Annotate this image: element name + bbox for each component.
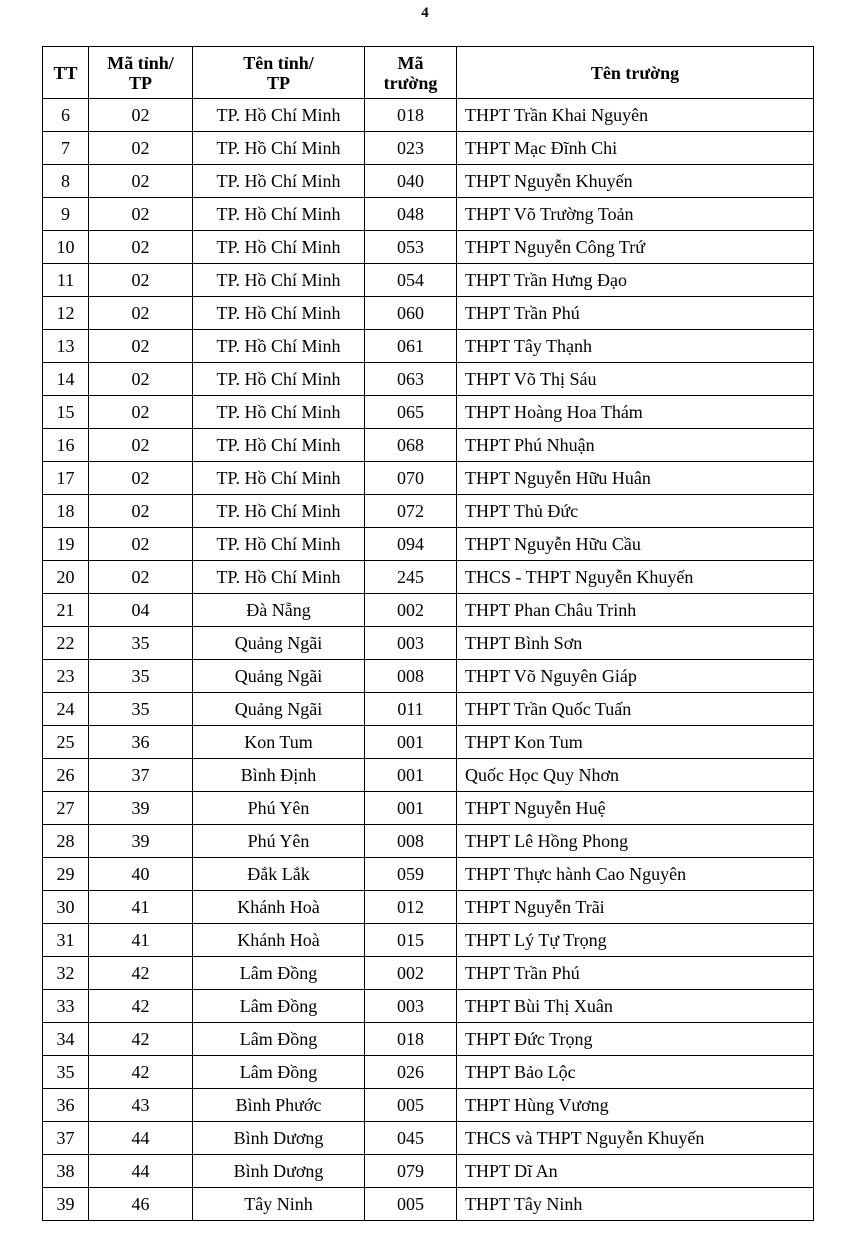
cell-school-name: THPT Tây Ninh: [457, 1188, 814, 1221]
cell-tt: 10: [43, 231, 89, 264]
cell-school-name: THPT Phú Nhuận: [457, 429, 814, 462]
header-province-name: [193, 47, 365, 99]
cell-province-code: 40: [89, 858, 193, 891]
cell-school-name: THPT Võ Nguyên Giáp: [457, 660, 814, 693]
table-row: [43, 330, 814, 363]
table-row: [43, 1155, 814, 1188]
cell-province-code: 02: [89, 165, 193, 198]
cell-province-name: Lâm Đồng: [193, 1056, 365, 1089]
header-province-code: [89, 47, 193, 99]
cell-school-code: 065: [365, 396, 457, 429]
cell-province-name: TP. Hồ Chí Minh: [193, 330, 365, 363]
cell-tt: 11: [43, 264, 89, 297]
page-number: 4: [421, 5, 429, 21]
cell-province-name: TP. Hồ Chí Minh: [193, 528, 365, 561]
table-row: [43, 264, 814, 297]
cell-province-name: TP. Hồ Chí Minh: [193, 495, 365, 528]
table-row: [43, 1188, 814, 1221]
cell-province-name: TP. Hồ Chí Minh: [193, 132, 365, 165]
cell-school-code: 002: [365, 957, 457, 990]
cell-tt: 17: [43, 462, 89, 495]
cell-province-code: 42: [89, 990, 193, 1023]
cell-province-name: Bình Định: [193, 759, 365, 792]
cell-tt: 34: [43, 1023, 89, 1056]
cell-province-name: Phú Yên: [193, 825, 365, 858]
table-body: [43, 99, 814, 1221]
cell-province-name: TP. Hồ Chí Minh: [193, 396, 365, 429]
table-row: [43, 726, 814, 759]
header-tt-line: TT: [53, 62, 78, 83]
cell-school-name: THPT Nguyễn Trãi: [457, 891, 814, 924]
cell-province-name: Đà Nẵng: [193, 594, 365, 627]
cell-tt: 15: [43, 396, 89, 429]
cell-school-code: 068: [365, 429, 457, 462]
cell-province-name: Quảng Ngãi: [193, 660, 365, 693]
cell-school-code: 011: [365, 693, 457, 726]
header-school-name: [457, 47, 814, 99]
cell-school-code: 008: [365, 660, 457, 693]
cell-school-name: THPT Mạc Đĩnh Chi: [457, 132, 814, 165]
cell-school-name: THPT Bùi Thị Xuân: [457, 990, 814, 1023]
cell-tt: 36: [43, 1089, 89, 1122]
cell-tt: 28: [43, 825, 89, 858]
cell-province-code: 35: [89, 660, 193, 693]
cell-province-name: Kon Tum: [193, 726, 365, 759]
cell-province-code: 35: [89, 627, 193, 660]
header-province-code-line-2: TP: [128, 72, 152, 93]
cell-school-code: 018: [365, 99, 457, 132]
cell-school-code: 001: [365, 726, 457, 759]
cell-school-code: 072: [365, 495, 457, 528]
cell-province-name: Lâm Đồng: [193, 957, 365, 990]
table-row: [43, 594, 814, 627]
table-row: [43, 891, 814, 924]
cell-school-name: THPT Nguyễn Hữu Cầu: [457, 528, 814, 561]
cell-province-code: 02: [89, 363, 193, 396]
cell-school-name: THPT Trần Hưng Đạo: [457, 264, 814, 297]
table-row: [43, 693, 814, 726]
cell-school-code: 026: [365, 1056, 457, 1089]
cell-school-name: THPT Nguyễn Công Trứ: [457, 231, 814, 264]
cell-province-name: Khánh Hoà: [193, 924, 365, 957]
cell-tt: 24: [43, 693, 89, 726]
table-row: [43, 660, 814, 693]
cell-school-name: THPT Võ Thị Sáu: [457, 363, 814, 396]
cell-province-code: 02: [89, 231, 193, 264]
header-province-name-line-1: Tên tỉnh/: [243, 52, 314, 73]
cell-school-name: THPT Thủ Đức: [457, 495, 814, 528]
cell-tt: 38: [43, 1155, 89, 1188]
cell-province-name: Bình Dương: [193, 1122, 365, 1155]
table-row: [43, 132, 814, 165]
cell-province-code: 41: [89, 924, 193, 957]
schools-table: [42, 46, 814, 1221]
cell-school-name: THPT Phan Châu Trinh: [457, 594, 814, 627]
cell-province-code: 39: [89, 825, 193, 858]
cell-province-name: TP. Hồ Chí Minh: [193, 561, 365, 594]
table-row: [43, 396, 814, 429]
cell-school-name: THPT Lê Hồng Phong: [457, 825, 814, 858]
cell-province-code: 02: [89, 429, 193, 462]
cell-province-name: TP. Hồ Chí Minh: [193, 429, 365, 462]
cell-school-code: 040: [365, 165, 457, 198]
cell-tt: 30: [43, 891, 89, 924]
table-row: [43, 825, 814, 858]
header-province-name-line-2: TP: [266, 72, 290, 93]
table-row: [43, 363, 814, 396]
table-row: [43, 495, 814, 528]
cell-province-name: Quảng Ngãi: [193, 693, 365, 726]
table-row: [43, 627, 814, 660]
cell-school-name: THPT Thực hành Cao Nguyên: [457, 858, 814, 891]
cell-school-code: 048: [365, 198, 457, 231]
cell-province-code: 02: [89, 330, 193, 363]
cell-tt: 8: [43, 165, 89, 198]
cell-province-name: Bình Phước: [193, 1089, 365, 1122]
cell-province-code: 04: [89, 594, 193, 627]
cell-school-name: THPT Trần Phú: [457, 297, 814, 330]
cell-province-name: Đắk Lắk: [193, 858, 365, 891]
cell-school-code: 005: [365, 1188, 457, 1221]
cell-tt: 21: [43, 594, 89, 627]
cell-province-name: Phú Yên: [193, 792, 365, 825]
cell-school-name: THPT Đức Trọng: [457, 1023, 814, 1056]
cell-province-name: Lâm Đồng: [193, 990, 365, 1023]
cell-province-name: TP. Hồ Chí Minh: [193, 99, 365, 132]
cell-tt: 37: [43, 1122, 89, 1155]
table-row: [43, 792, 814, 825]
table-row: [43, 957, 814, 990]
header-school-code: [365, 47, 457, 99]
cell-province-code: 41: [89, 891, 193, 924]
cell-school-code: 005: [365, 1089, 457, 1122]
cell-tt: 31: [43, 924, 89, 957]
cell-province-code: 02: [89, 198, 193, 231]
table-row: [43, 990, 814, 1023]
cell-school-code: 003: [365, 990, 457, 1023]
cell-province-name: TP. Hồ Chí Minh: [193, 231, 365, 264]
cell-province-code: 02: [89, 396, 193, 429]
cell-province-code: 02: [89, 495, 193, 528]
cell-school-code: 012: [365, 891, 457, 924]
cell-province-name: TP. Hồ Chí Minh: [193, 165, 365, 198]
cell-province-name: TP. Hồ Chí Minh: [193, 462, 365, 495]
cell-tt: 26: [43, 759, 89, 792]
cell-school-name: THPT Trần Khai Nguyên: [457, 99, 814, 132]
cell-school-name: THPT Nguyễn Khuyến: [457, 165, 814, 198]
cell-school-code: 003: [365, 627, 457, 660]
table-row: [43, 759, 814, 792]
header-tt: [43, 47, 89, 99]
cell-tt: 29: [43, 858, 89, 891]
cell-province-code: 42: [89, 957, 193, 990]
header-school-code-line-1: Mã: [397, 52, 424, 73]
cell-school-name: THCS - THPT Nguyễn Khuyến: [457, 561, 814, 594]
cell-province-code: 44: [89, 1122, 193, 1155]
cell-province-code: 02: [89, 561, 193, 594]
cell-school-code: 018: [365, 1023, 457, 1056]
cell-tt: 19: [43, 528, 89, 561]
cell-school-code: 059: [365, 858, 457, 891]
cell-tt: 39: [43, 1188, 89, 1221]
cell-province-code: 02: [89, 528, 193, 561]
cell-school-code: 060: [365, 297, 457, 330]
cell-school-code: 245: [365, 561, 457, 594]
cell-school-name: THPT Hoàng Hoa Thám: [457, 396, 814, 429]
cell-school-code: 002: [365, 594, 457, 627]
table-row: [43, 198, 814, 231]
table-row: [43, 858, 814, 891]
cell-province-code: 02: [89, 264, 193, 297]
cell-province-code: 02: [89, 99, 193, 132]
cell-tt: 25: [43, 726, 89, 759]
table-row: [43, 1089, 814, 1122]
cell-tt: 20: [43, 561, 89, 594]
cell-province-code: 02: [89, 132, 193, 165]
table-row: [43, 231, 814, 264]
cell-province-code: 02: [89, 297, 193, 330]
cell-school-code: 045: [365, 1122, 457, 1155]
cell-tt: 22: [43, 627, 89, 660]
cell-school-code: 070: [365, 462, 457, 495]
cell-province-code: 44: [89, 1155, 193, 1188]
cell-tt: 6: [43, 99, 89, 132]
header-province-code-line-1: Mã tỉnh/: [107, 52, 174, 73]
cell-school-name: THPT Kon Tum: [457, 726, 814, 759]
cell-tt: 18: [43, 495, 89, 528]
cell-province-code: 42: [89, 1023, 193, 1056]
cell-province-code: 43: [89, 1089, 193, 1122]
cell-school-name: THPT Võ Trường Toản: [457, 198, 814, 231]
cell-tt: 13: [43, 330, 89, 363]
cell-school-code: 079: [365, 1155, 457, 1188]
cell-province-name: TP. Hồ Chí Minh: [193, 264, 365, 297]
cell-school-code: 023: [365, 132, 457, 165]
table-row: [43, 1122, 814, 1155]
cell-school-name: THPT Tây Thạnh: [457, 330, 814, 363]
header-school-name-line: Tên trường: [590, 62, 680, 83]
cell-school-code: 001: [365, 792, 457, 825]
cell-tt: 12: [43, 297, 89, 330]
table-row: [43, 165, 814, 198]
cell-province-code: 35: [89, 693, 193, 726]
cell-province-name: TP. Hồ Chí Minh: [193, 198, 365, 231]
table-row: [43, 429, 814, 462]
cell-tt: 9: [43, 198, 89, 231]
cell-school-name: THPT Lý Tự Trọng: [457, 924, 814, 957]
cell-province-code: 39: [89, 792, 193, 825]
cell-tt: 14: [43, 363, 89, 396]
table-row: [43, 561, 814, 594]
header-school-code-line-2: trường: [383, 72, 438, 93]
cell-school-name: THPT Nguyễn Hữu Huân: [457, 462, 814, 495]
table-row: [43, 1023, 814, 1056]
cell-school-name: THCS và THPT Nguyễn Khuyến: [457, 1122, 814, 1155]
table-row: [43, 297, 814, 330]
cell-province-code: 46: [89, 1188, 193, 1221]
cell-tt: 7: [43, 132, 89, 165]
cell-school-code: 061: [365, 330, 457, 363]
cell-province-name: Tây Ninh: [193, 1188, 365, 1221]
cell-province-code: 36: [89, 726, 193, 759]
table-row: [43, 1056, 814, 1089]
table-row: [43, 462, 814, 495]
cell-school-name: THPT Nguyễn Huệ: [457, 792, 814, 825]
cell-tt: 35: [43, 1056, 89, 1089]
cell-school-code: 063: [365, 363, 457, 396]
cell-tt: 16: [43, 429, 89, 462]
cell-province-name: TP. Hồ Chí Minh: [193, 297, 365, 330]
cell-school-name: THPT Trần Phú: [457, 957, 814, 990]
cell-school-code: 054: [365, 264, 457, 297]
cell-school-name: Quốc Học Quy Nhơn: [457, 759, 814, 792]
cell-school-name: THPT Bình Sơn: [457, 627, 814, 660]
cell-province-name: Lâm Đồng: [193, 1023, 365, 1056]
table-header-row: [43, 47, 814, 99]
cell-tt: 33: [43, 990, 89, 1023]
table-row: [43, 528, 814, 561]
table-row: [43, 99, 814, 132]
cell-province-name: Bình Dương: [193, 1155, 365, 1188]
cell-province-name: TP. Hồ Chí Minh: [193, 363, 365, 396]
cell-province-code: 42: [89, 1056, 193, 1089]
cell-school-code: 008: [365, 825, 457, 858]
cell-school-name: THPT Trần Quốc Tuấn: [457, 693, 814, 726]
cell-tt: 32: [43, 957, 89, 990]
cell-province-code: 37: [89, 759, 193, 792]
cell-tt: 27: [43, 792, 89, 825]
cell-school-code: 001: [365, 759, 457, 792]
cell-province-code: 02: [89, 462, 193, 495]
cell-tt: 23: [43, 660, 89, 693]
cell-province-name: Quảng Ngãi: [193, 627, 365, 660]
cell-school-code: 053: [365, 231, 457, 264]
cell-school-name: THPT Bảo Lộc: [457, 1056, 814, 1089]
table-row: [43, 924, 814, 957]
cell-school-code: 094: [365, 528, 457, 561]
cell-school-name: THPT Hùng Vương: [457, 1089, 814, 1122]
cell-province-name: Khánh Hoà: [193, 891, 365, 924]
cell-school-name: THPT Dĩ An: [457, 1155, 814, 1188]
cell-school-code: 015: [365, 924, 457, 957]
